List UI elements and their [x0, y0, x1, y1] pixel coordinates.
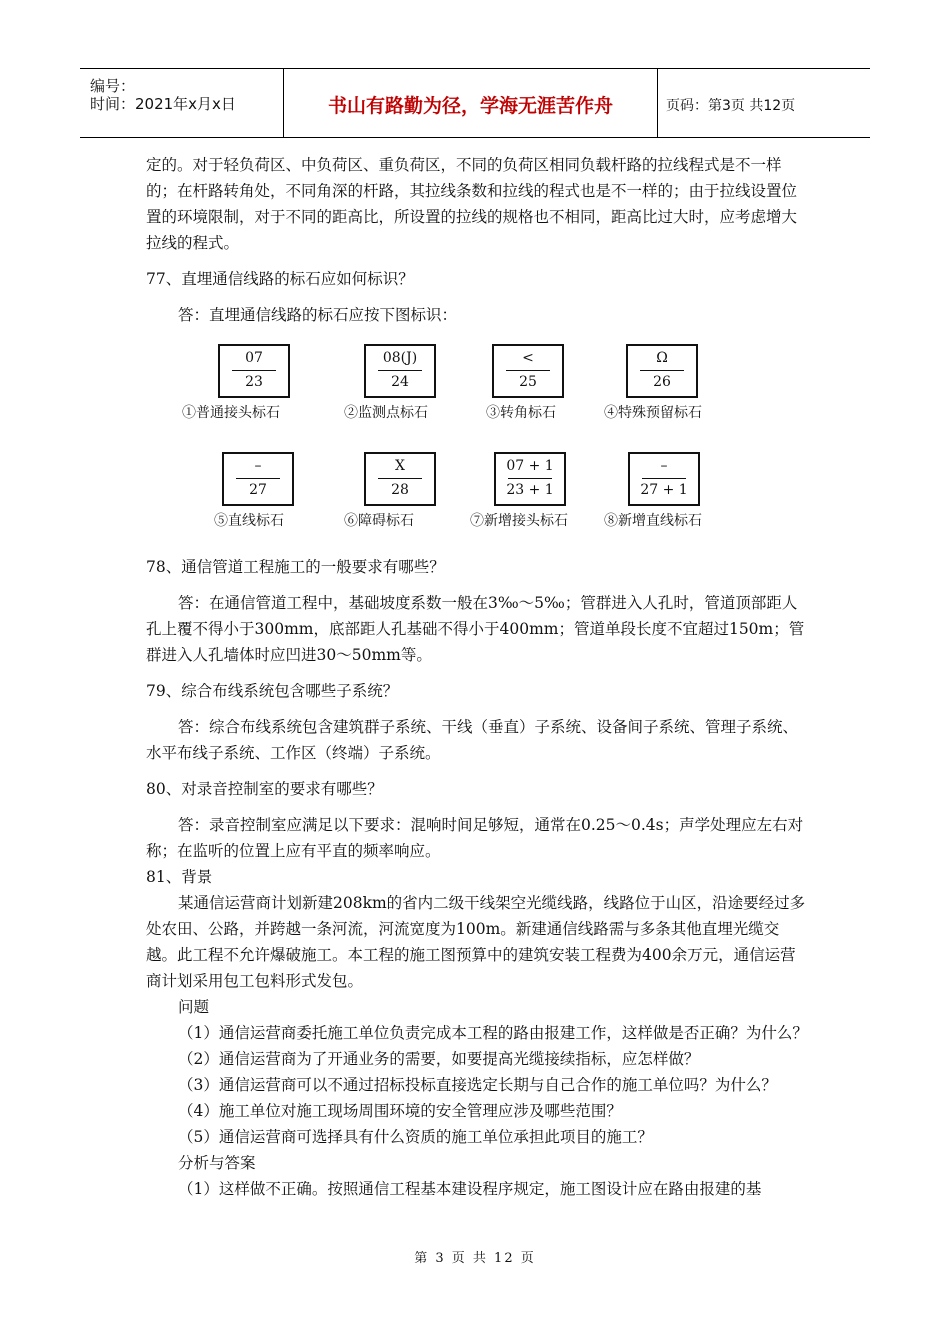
background-81: 某通信运营商计划新建208km的省内二级干线架空光缆线路，线路位于山区，沿途要经过多处农田、公路，并跨越一条河流，河流宽度为100m。新建通信线路需与多条其他直埋光缆交越。此工程不允许爆破施工。本工程的施工图预算中的建筑安装工程费为400余万元，通信运营商计划采用包工包料形式发包。 [146, 894, 806, 990]
marker-bottom: 28 [391, 482, 409, 498]
marker-box-6 [364, 452, 436, 506]
motto: 书山有路勤为径，学海无涯苦作舟 [327, 95, 613, 117]
marker-box-8 [628, 452, 700, 506]
header-motto-cell [283, 69, 658, 137]
marker-box-3 [492, 344, 564, 398]
marker-box-1 [218, 344, 290, 398]
marker-caption-6: ⑥障碍标石 [344, 513, 414, 529]
sub-question-4: （4）施工单位对施工现场周围环境的安全管理应涉及哪些范围？ [178, 1102, 622, 1120]
sub-question-1: （1）通信运营商委托施工单位负责完成本工程的路由报建工作，这样做是否正确？为什么？ [178, 1024, 808, 1042]
question-79: 79、综合布线系统包含哪些子系统？ [146, 682, 399, 700]
header-left-cell [80, 69, 283, 137]
header-right-cell [656, 69, 870, 137]
question-81: 81、背景 [146, 868, 213, 886]
answer-77: 答：直埋通信线路的标石应按下图标识： [178, 306, 458, 324]
marker-caption-8: ⑧新增直线标石 [604, 513, 702, 529]
marker-box-7 [494, 452, 566, 506]
marker-bottom: 23 [245, 374, 263, 390]
number-label: 编号： [90, 77, 136, 95]
marker-bottom: 23 + 1 [506, 482, 554, 498]
marker-top: X [395, 458, 405, 474]
answer-1: （1）这样做不正确。按照通信工程基本建设程序规定，施工图设计应在路由报建的基 [178, 1180, 762, 1198]
page-info: 页码：第3页 共12页 [666, 98, 796, 114]
marker-bottom: 25 [519, 374, 537, 390]
marker-box-4 [626, 344, 698, 398]
sub-question-2: （2）通信运营商为了开通业务的需要，如要提高光缆接续指标，应怎样做？ [178, 1050, 700, 1068]
question-77: 77、直埋通信线路的标石应如何标识？ [146, 270, 414, 288]
marker-caption-1: ①普通接头标石 [182, 405, 280, 421]
page-header [80, 68, 870, 138]
marker-top: 07 [245, 350, 263, 366]
marker-caption-3: ③转角标石 [486, 405, 556, 421]
marker-box-5 [222, 452, 294, 506]
question-80: 80、对录音控制室的要求有哪些？ [146, 780, 383, 798]
marker-caption-2: ②监测点标石 [344, 405, 428, 421]
time-label: 时间：2021年x月x日 [90, 95, 236, 113]
marker-top: 07 + 1 [506, 458, 554, 474]
answer-80: 答：录音控制室应满足以下要求：混响时间足够短，通常在0.25～0.4s；声学处理应左右对称；在监听的位置上应有平直的频率响应。 [146, 816, 804, 860]
marker-bottom: 26 [653, 374, 671, 390]
questions-label: 问题 [178, 998, 210, 1016]
marker-bottom: 27 [249, 482, 267, 498]
question-78: 78、通信管道工程施工的一般要求有哪些？ [146, 558, 445, 576]
page-footer: 第 3 页 共 12 页 [414, 1251, 536, 1266]
marker-top: 08(J) [382, 350, 418, 366]
document-body [146, 152, 810, 1202]
marker-caption-4: ④特殊预留标石 [604, 405, 702, 421]
marker-box-2 [364, 344, 436, 398]
marker-top: Ω [656, 350, 668, 366]
analysis-label: 分析与答案 [178, 1154, 256, 1172]
marker-caption-5: ⑤直线标石 [214, 513, 284, 529]
marker-top: < [522, 350, 534, 366]
answer-78: 答：在通信管道工程中，基础坡度系数一般在3‰～5‰；管群进入人孔时，管道顶部距人孔上覆不得小于300mm，底部距人孔基础不得小于400mm；管道单段长度不宜超过150m；管群进入人孔墙体时应凹进30～50mm等。 [146, 594, 805, 664]
paragraph-continuation: 定的。对于轻负荷区、中负荷区、重负荷区，不同的负荷区相同负载杆路的拉线程式是不一样的；在杆路转角处，不同角深的杆路，其拉线条数和拉线的程式也是不一样的；由于拉线设置位置的环境限制，对于不同的距高比，所设置的拉线的规格也不相同，距高比过大时，应考虑增大拉线的程式。 [146, 156, 798, 252]
marker-caption-7: ⑦新增接头标石 [470, 513, 568, 529]
marker-top: – [660, 458, 668, 474]
sub-question-5: （5）通信运营商可选择具有什么资质的施工单位承担此项目的施工？ [178, 1128, 653, 1146]
answer-79: 答：综合布线系统包含建筑群子系统、干线（垂直）子系统、设备间子系统、管理子系统、水平布线子系统、工作区（终端）子系统。 [146, 718, 799, 762]
marker-top: – [254, 458, 262, 474]
marker-bottom: 27 + 1 [640, 482, 688, 498]
marker-bottom: 24 [391, 374, 409, 390]
marker-stone-figure [146, 334, 810, 544]
sub-question-3: （3）通信运营商可以不通过招标投标直接选定长期与自己合作的施工单位吗？为什么？ [178, 1076, 777, 1094]
